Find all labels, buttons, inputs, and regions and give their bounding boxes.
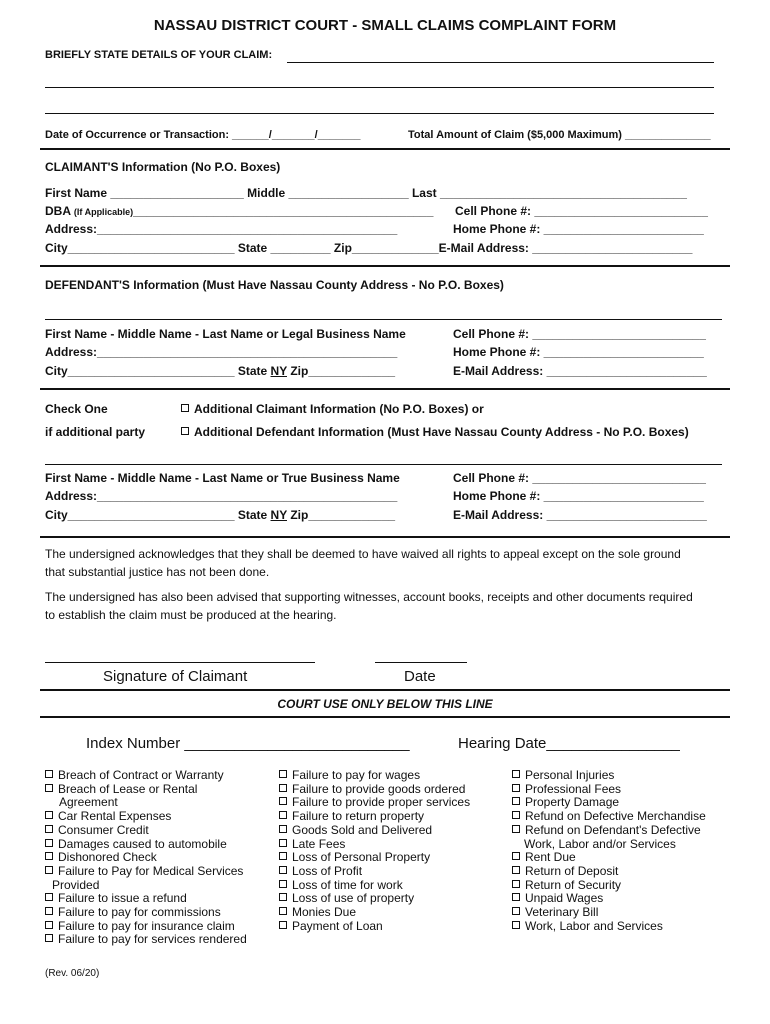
defendant-email-field[interactable]: E-Mail Address: ________________________ (453, 364, 707, 378)
checkbox-icon[interactable] (279, 921, 287, 929)
signature-line[interactable] (45, 662, 315, 663)
total-claim-amount-field[interactable]: Total Amount of Claim ($5,000 Maximum) ______________ (408, 129, 711, 141)
divider (40, 536, 730, 538)
checkbox-icon[interactable] (512, 852, 520, 860)
case-type-item[interactable] (45, 810, 247, 824)
checkbox-icon[interactable] (512, 825, 520, 833)
claim-details-line-3[interactable] (45, 113, 714, 114)
case-type-label: Consumer Credit (58, 822, 149, 837)
case-type-item[interactable] (279, 892, 470, 906)
checkbox-icon[interactable] (512, 784, 520, 792)
case-type-item[interactable] (45, 783, 247, 797)
case-type-label: Refund on Defendant's Defective (525, 822, 701, 837)
checkbox-icon[interactable] (512, 811, 520, 819)
defendant-home-phone-field[interactable]: Home Phone #: ________________________ (453, 345, 704, 359)
claim-details-line-2[interactable] (45, 87, 714, 88)
case-type-item[interactable] (279, 920, 470, 934)
case-type-item[interactable] (279, 865, 470, 879)
defendant-name-line[interactable] (45, 319, 722, 320)
case-type-label: Failure to pay for commissions (58, 905, 221, 920)
case-type-label: Work, Labor and Services (525, 918, 663, 933)
case-type-item[interactable] (45, 933, 247, 947)
advisement-line-2: to establish the claim must be produced at the hearing. (45, 608, 337, 622)
case-type-label: Monies Due (292, 905, 357, 920)
case-type-label: Veterinary Bill (525, 905, 599, 920)
case-type-label: Refund on Defective Merchandise (525, 809, 706, 824)
checkbox-icon[interactable] (181, 404, 189, 412)
defendant-address-field[interactable]: Address:_____________________________________________ (45, 345, 398, 359)
case-type-label: Return of Security (525, 877, 622, 892)
claimant-dba-field[interactable] (45, 204, 433, 218)
additional-name-line[interactable] (45, 464, 722, 465)
case-type-item[interactable] (279, 838, 470, 852)
case-type-label: Payment of Loan (292, 918, 383, 933)
checkbox-icon[interactable] (512, 893, 520, 901)
case-type-item[interactable] (512, 892, 706, 906)
advisement-line-1: The undersigned has also been advised that supporting witnesses, account books, receipts and other documents required (45, 590, 693, 604)
case-type-label: Failure to return property (292, 809, 425, 824)
check-one-label: Check One (45, 402, 108, 416)
claimant-city-state-zip-email[interactable]: City_________________________ State _________ Zip_____________E-Mail Address: ________________________ (45, 241, 693, 255)
case-type-item[interactable] (512, 879, 706, 893)
case-type-label: Failure to Pay for Medical Services (58, 863, 244, 878)
case-type-label: Damages caused to automobile (58, 836, 227, 851)
checkbox-icon[interactable] (45, 934, 53, 942)
case-types-column-3 (512, 769, 706, 933)
case-type-item[interactable] (45, 906, 247, 920)
additional-claimant-option[interactable] (181, 402, 484, 416)
checkbox-icon[interactable] (45, 770, 53, 778)
case-type-continuation: Work, Labor and/or Services (524, 836, 676, 851)
zip-label: Zip_____________ (286, 508, 396, 522)
checkbox-icon[interactable] (279, 907, 287, 915)
case-type-label: Breach of Lease or Rental (58, 781, 198, 796)
case-type-item[interactable] (279, 796, 470, 810)
city-label: City_________________________ State (45, 364, 271, 378)
case-type-label: Loss of use of property (292, 891, 415, 906)
checkbox-icon[interactable] (512, 880, 520, 888)
case-type-label: Loss of time for work (292, 877, 403, 892)
divider (40, 265, 730, 267)
checkbox-icon[interactable] (45, 825, 53, 833)
claimant-name-fields[interactable]: First Name ____________________ Middle __________________ Last _____________________________________ (45, 186, 687, 200)
case-types-column-1 (45, 769, 247, 947)
checkbox-icon[interactable] (45, 893, 53, 901)
dba-label: DBA (45, 204, 71, 218)
case-type-label: Unpaid Wages (525, 891, 604, 906)
checkbox-icon[interactable] (512, 770, 520, 778)
signature-date-line[interactable] (375, 662, 467, 663)
checkbox-icon[interactable] (279, 893, 287, 901)
case-type-continuation: Agreement (59, 795, 118, 810)
case-type-label: Failure to pay for insurance claim (58, 918, 235, 933)
case-type-item[interactable] (279, 824, 470, 838)
checkbox-icon[interactable] (279, 825, 287, 833)
checkbox-icon[interactable] (279, 852, 287, 860)
additional-name-label: First Name - Middle Name - Last Name or True Business Name (45, 471, 400, 485)
defendant-name-label: First Name - Middle Name - Last Name or Legal Business Name (45, 327, 406, 341)
state-value: NY (270, 508, 287, 522)
case-type-item[interactable] (512, 824, 706, 838)
checkbox-icon[interactable] (279, 784, 287, 792)
claimant-cell-phone-field[interactable]: Cell Phone #: __________________________ (455, 204, 708, 218)
case-type-label: Professional Fees (525, 781, 622, 796)
signature-date-label: Date (404, 668, 436, 685)
case-type-item[interactable] (279, 810, 470, 824)
case-type-label: Loss of Personal Property (292, 850, 431, 865)
case-type-label: Personal Injuries (525, 768, 615, 782)
checkbox-icon[interactable] (512, 797, 520, 805)
case-type-item[interactable] (512, 769, 706, 783)
additional-claimant-label: Additional Claimant Information (No P.O. Boxes) or (194, 402, 484, 416)
if-additional-party-label: if additional party (45, 425, 146, 439)
case-type-item[interactable] (279, 851, 470, 865)
defendant-city-state-zip[interactable] (45, 364, 395, 378)
additional-email-field[interactable]: E-Mail Address: ________________________ (453, 508, 707, 522)
case-type-label: Rent Due (525, 850, 576, 865)
case-types-column-2 (279, 769, 470, 933)
case-type-label: Failure to issue a refund (58, 891, 187, 906)
case-type-item[interactable] (45, 920, 247, 934)
case-type-item[interactable] (512, 796, 706, 810)
checkbox-icon[interactable] (279, 839, 287, 847)
checkbox-icon[interactable] (45, 784, 53, 792)
defendant-heading: DEFENDANT'S Information (Must Have Nassau County Address - No P.O. Boxes) (45, 278, 504, 292)
index-number-field[interactable]: Index Number ___________________________ (86, 735, 410, 752)
state-value: NY (270, 364, 287, 378)
checkbox-icon[interactable] (279, 811, 287, 819)
additional-defendant-label: Additional Defendant Information (Must Have Nassau County Address - No P.O. Boxes) (194, 425, 689, 439)
additional-home-phone-field[interactable]: Home Phone #: ________________________ (453, 489, 704, 503)
checkbox-icon[interactable] (279, 866, 287, 874)
case-type-item[interactable] (279, 879, 470, 893)
form-title: NASSAU DISTRICT COURT - SMALL CLAIMS COMPLAINT FORM (153, 17, 617, 34)
dba-line: _____________________________________________ (133, 204, 434, 218)
case-type-label: Loss of Profit (292, 863, 363, 878)
divider (40, 148, 730, 150)
case-type-item[interactable] (45, 769, 247, 783)
case-type-continuation: Provided (52, 877, 100, 892)
divider (40, 689, 730, 691)
acknowledgment-line-2: that substantial justice has not been done. (45, 565, 270, 579)
court-use-heading: COURT USE ONLY BELOW THIS LINE (277, 697, 493, 711)
case-type-label: Late Fees (292, 836, 346, 851)
checkbox-icon[interactable] (279, 880, 287, 888)
zip-label: Zip_____________ (286, 364, 396, 378)
additional-city-state-zip[interactable] (45, 508, 395, 522)
date-of-occurrence-field[interactable]: Date of Occurrence or Transaction: ______/_______/_______ (45, 129, 361, 141)
case-type-item[interactable] (45, 824, 247, 838)
case-type-label: Return of Deposit (525, 863, 619, 878)
claimant-heading: CLAIMANT'S Information (No P.O. Boxes) (45, 160, 281, 174)
case-type-label: Dishonored Check (58, 850, 157, 865)
checkbox-icon[interactable] (512, 866, 520, 874)
defendant-cell-phone-field[interactable]: Cell Phone #: __________________________ (453, 327, 706, 341)
case-type-item[interactable] (512, 865, 706, 879)
checkbox-icon[interactable] (512, 921, 520, 929)
case-type-item[interactable] (512, 783, 706, 797)
case-type-label: Car Rental Expenses (58, 809, 172, 824)
case-type-label: Goods Sold and Delivered (292, 822, 433, 837)
checkbox-icon[interactable] (181, 427, 189, 435)
checkbox-icon[interactable] (279, 797, 287, 805)
case-type-item[interactable] (512, 920, 706, 934)
case-type-item[interactable] (45, 838, 247, 852)
case-type-item[interactable] (279, 769, 470, 783)
divider (40, 388, 730, 390)
checkbox-icon[interactable] (45, 852, 53, 860)
case-type-item[interactable] (45, 892, 247, 906)
claim-details-label: BRIEFLY STATE DETAILS OF YOUR CLAIM: (45, 49, 273, 61)
case-type-item[interactable] (45, 851, 247, 865)
case-type-item[interactable] (512, 906, 706, 920)
signature-label: Signature of Claimant (103, 668, 248, 685)
claim-details-line-1[interactable] (287, 62, 714, 63)
hearing-date-field[interactable]: Hearing Date________________ (458, 735, 680, 752)
case-type-label: Breach of Contract or Warranty (58, 768, 224, 782)
checkbox-icon[interactable] (45, 811, 53, 819)
additional-defendant-option[interactable] (181, 425, 689, 439)
checkbox-icon[interactable] (45, 921, 53, 929)
revision-note: (Rev. 06/20) (45, 968, 100, 979)
checkbox-icon[interactable] (45, 907, 53, 915)
case-type-item[interactable] (279, 783, 470, 797)
additional-address-field[interactable]: Address:_____________________________________________ (45, 489, 398, 503)
city-label: City_________________________ State (45, 508, 271, 522)
case-type-label: Failure to pay for services rendered (58, 932, 247, 947)
additional-cell-phone-field[interactable]: Cell Phone #: __________________________ (453, 471, 706, 485)
case-type-item[interactable] (512, 851, 706, 865)
claimant-address-field[interactable]: Address:_____________________________________________ (45, 222, 398, 236)
checkbox-icon[interactable] (279, 770, 287, 778)
case-type-item[interactable] (279, 906, 470, 920)
case-type-label: Property Damage (525, 795, 620, 810)
case-type-label: Failure to provide goods ordered (292, 781, 466, 796)
case-type-label: Failure to pay for wages (292, 768, 421, 782)
case-type-label: Failure to provide proper services (292, 795, 471, 810)
case-type-item[interactable] (45, 865, 247, 879)
checkbox-icon[interactable] (45, 866, 53, 874)
claimant-home-phone-field[interactable]: Home Phone #: ________________________ (453, 222, 704, 236)
checkbox-icon[interactable] (512, 907, 520, 915)
checkbox-icon[interactable] (45, 839, 53, 847)
divider (40, 716, 730, 718)
acknowledgment-line-1: The undersigned acknowledges that they shall be deemed to have waived all rights to appeal except on the sole ground (45, 547, 681, 561)
dba-note: (If Applicable) (73, 207, 134, 217)
case-type-item[interactable] (512, 810, 706, 824)
